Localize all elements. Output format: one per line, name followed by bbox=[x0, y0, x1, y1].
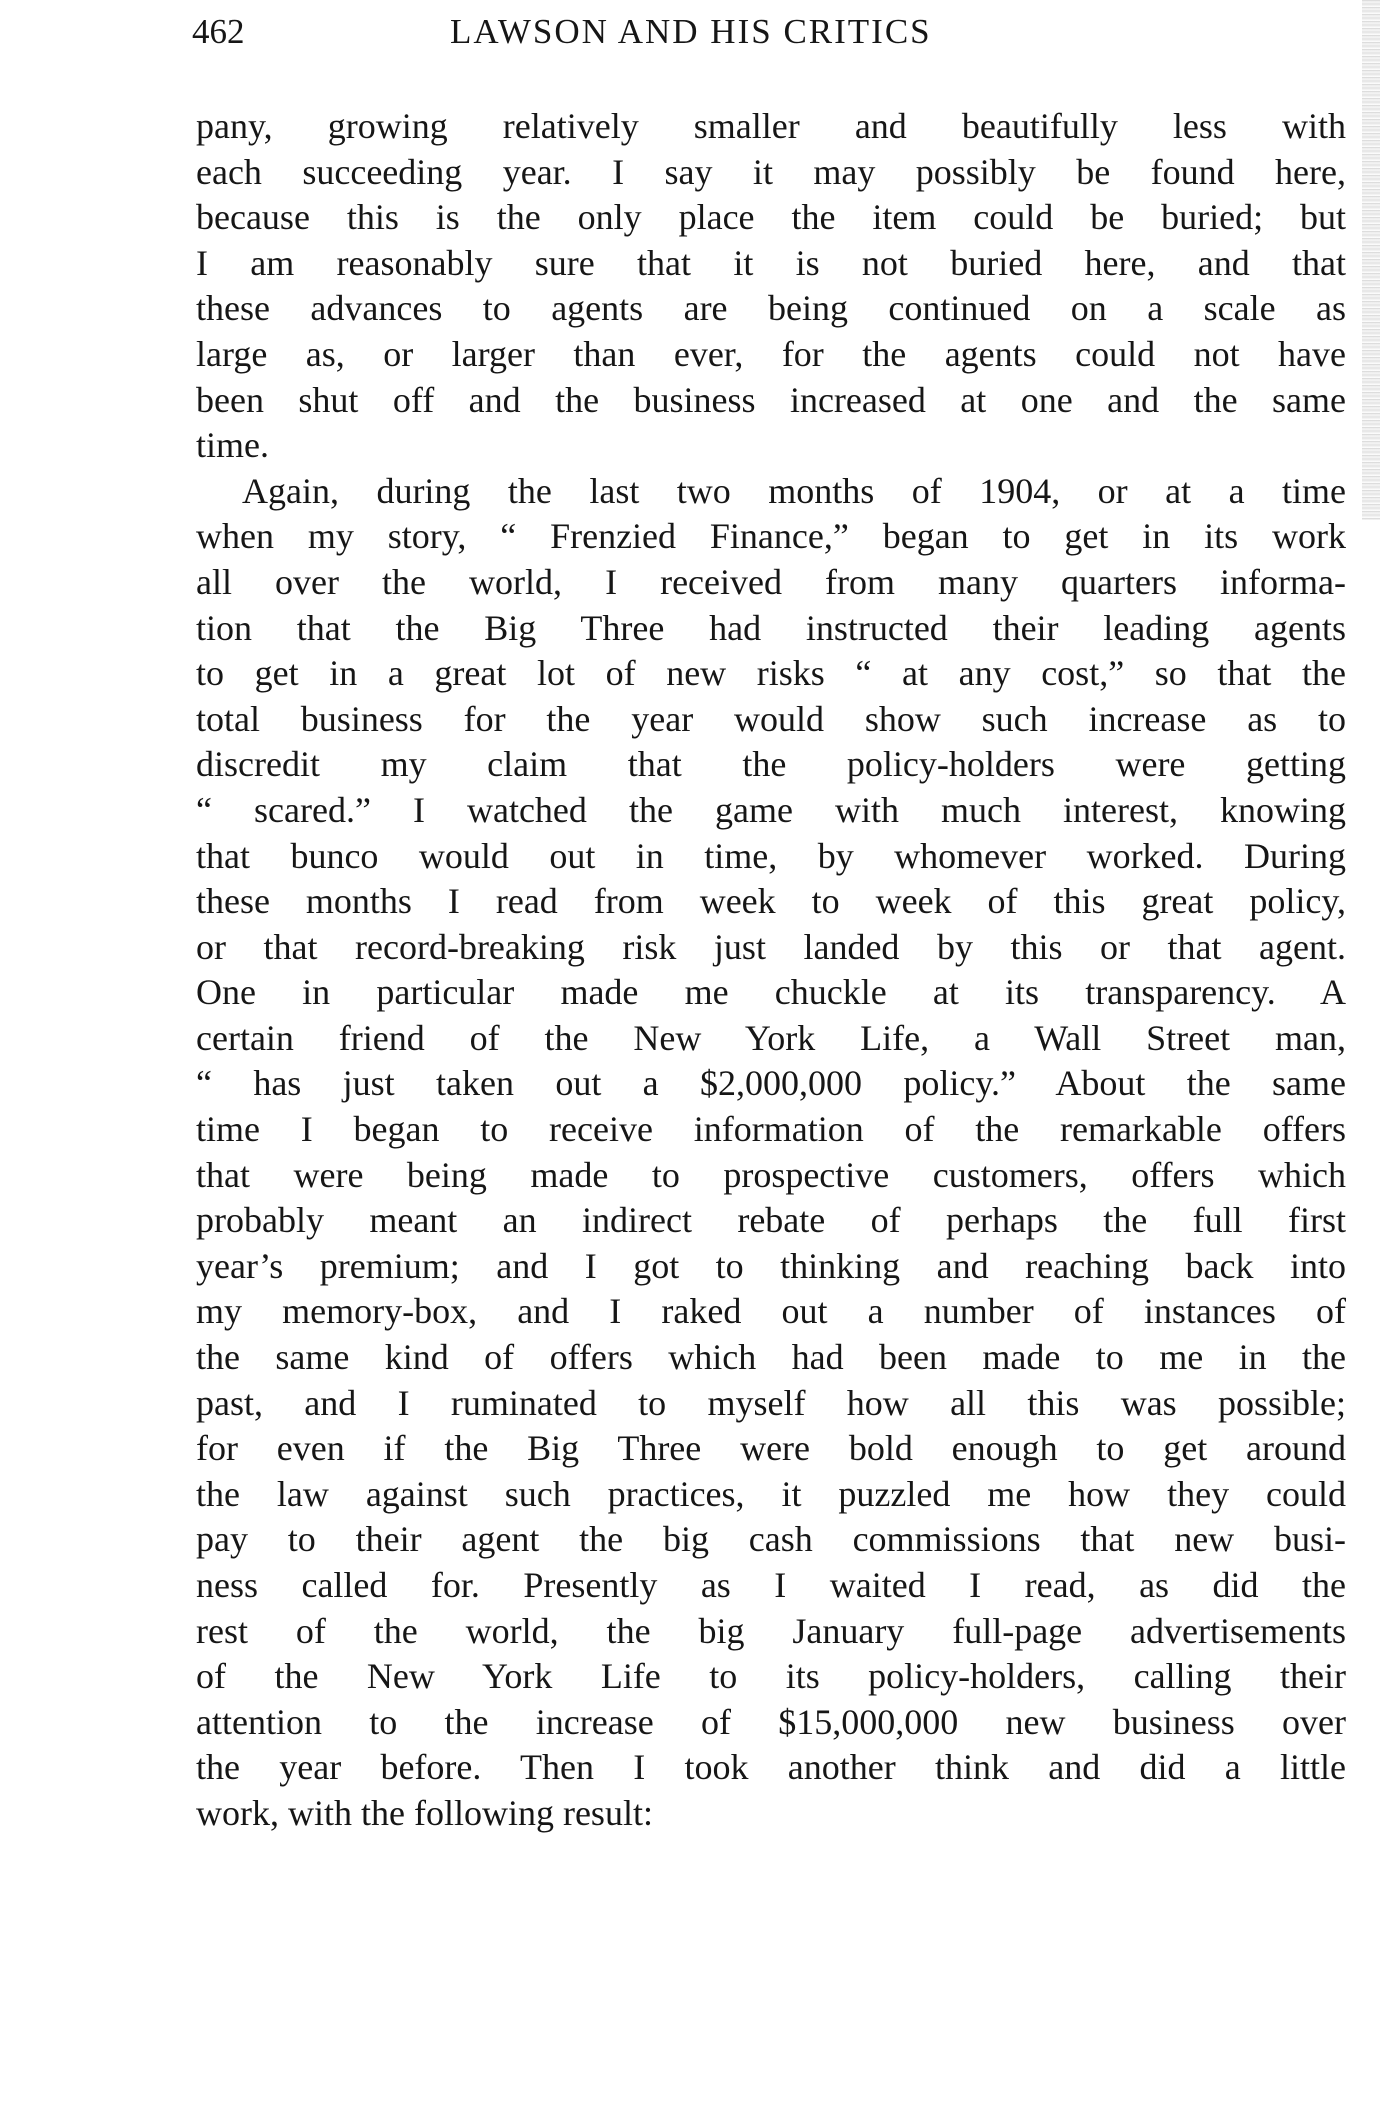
text-line-18: these months I read from week to week of this great policy, bbox=[196, 881, 1346, 922]
text-line-36: attention to the increase of $15,000,000 new business over bbox=[196, 1701, 1346, 1742]
text-line-24: that were being made to prospective customers, offers which bbox=[196, 1154, 1346, 1195]
text-line-38: work, with the following result: bbox=[196, 1792, 653, 1833]
text-line-21: certain friend of the New York Life, a Wall Street man, bbox=[196, 1017, 1346, 1058]
text-line-11: all over the world, I received from many quarters informa- bbox=[196, 561, 1346, 602]
page-edge-shadow bbox=[1362, 0, 1380, 520]
text-line-26: year’s premium; and I got to thinking and reaching back into bbox=[196, 1245, 1346, 1286]
running-title: LAWSON AND HIS CRITICS bbox=[450, 12, 932, 51]
text-line-27: my memory-box, and I raked out a number of instances of bbox=[196, 1291, 1346, 1332]
body-text bbox=[196, 104, 1346, 1837]
text-line-37: the year before. Then I took another think and did a little bbox=[196, 1747, 1346, 1788]
text-line-12: tion that the Big Three had instructed their leading agents bbox=[196, 607, 1346, 648]
text-line-20: One in particular made me chuckle at its transparency. A bbox=[196, 972, 1346, 1013]
text-line-31: the law against such practices, it puzzled me how they could bbox=[196, 1473, 1346, 1514]
text-line-32: pay to their agent the big cash commissions that new busi- bbox=[196, 1519, 1346, 1560]
text-line-25: probably meant an indirect rebate of perhaps the full first bbox=[196, 1200, 1346, 1241]
text-line-30: for even if the Big Three were bold enough to get around bbox=[196, 1428, 1346, 1469]
text-line-34: rest of the world, the big January full-page advertisements bbox=[196, 1610, 1346, 1651]
text-line-4: I am reasonably sure that it is not buried here, and that bbox=[196, 242, 1346, 283]
text-line-22: “ has just taken out a $2,000,000 policy.” About the same bbox=[196, 1063, 1346, 1104]
text-line-33: ness called for. Presently as I waited I read, as did the bbox=[196, 1565, 1346, 1605]
running-head bbox=[192, 8, 1342, 56]
text-line-7: been shut off and the business increased at one and the same bbox=[196, 379, 1346, 420]
text-line-2: each succeeding year. I say it may possibly be found here, bbox=[196, 151, 1346, 192]
text-line-1: pany, growing relatively smaller and beautifully less with bbox=[196, 106, 1346, 146]
text-line-13: to get in a great lot of new risks “ at any cost,” so that the bbox=[196, 653, 1346, 694]
text-line-6: large as, or larger than ever, for the agents could not have bbox=[196, 333, 1346, 374]
text-line-23: time I began to receive information of the remarkable offers bbox=[196, 1109, 1346, 1150]
page-number: 462 bbox=[192, 12, 245, 51]
text-line-3: because this is the only place the item could be buried; but bbox=[196, 197, 1346, 238]
text-line-8: time. bbox=[196, 425, 269, 466]
text-line-14: total business for the year would show such increase as to bbox=[196, 698, 1346, 739]
text-line-35: of the New York Life to its policy-holders, calling their bbox=[196, 1656, 1346, 1697]
text-line-19: or that record-breaking risk just landed by this or that agent. bbox=[196, 926, 1346, 967]
text-line-15: discredit my claim that the policy-holders were getting bbox=[196, 744, 1346, 785]
text-line-10: when my story, “ Frenzied Finance,” began to get in its work bbox=[196, 516, 1346, 557]
text-line-17: that bunco would out in time, by whomever worked. During bbox=[196, 835, 1346, 876]
text-line-29: past, and I ruminated to myself how all this was possible; bbox=[196, 1382, 1346, 1423]
text-line-28: the same kind of offers which had been made to me in the bbox=[196, 1337, 1346, 1378]
text-line-5: these advances to agents are being continued on a scale as bbox=[196, 288, 1346, 329]
text-line-16: “ scared.” I watched the game with much interest, knowing bbox=[196, 789, 1346, 830]
text-line-9: Again, during the last two months of 1904, or at a time bbox=[242, 470, 1346, 511]
